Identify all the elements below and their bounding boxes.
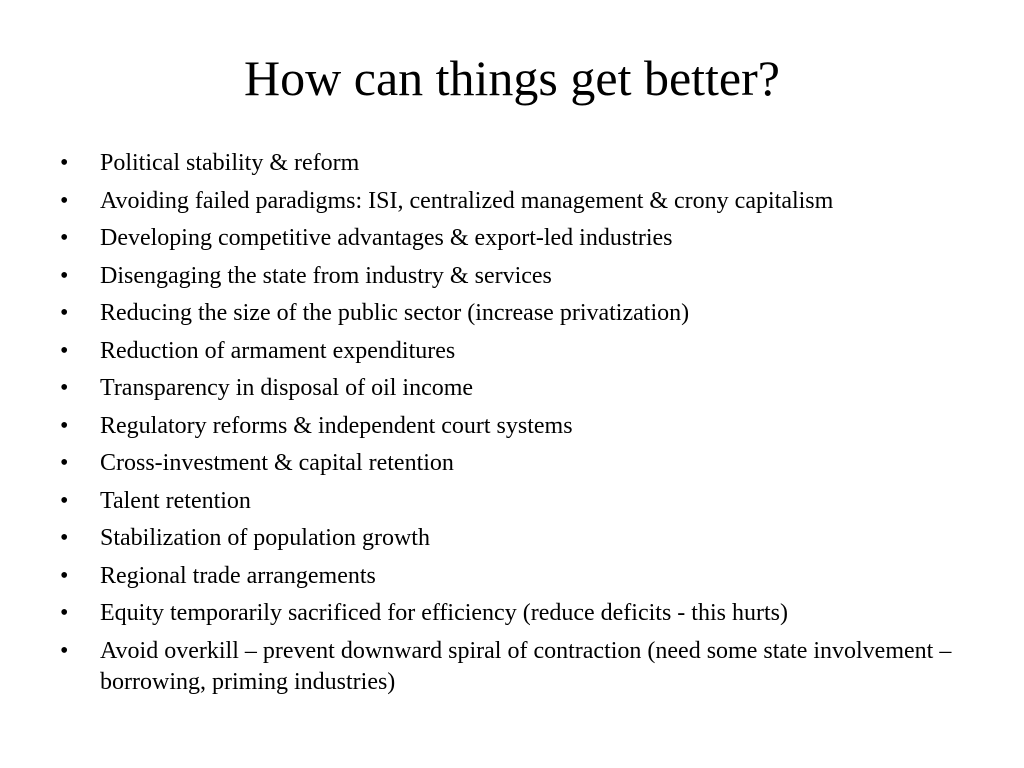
list-item-text: Disengaging the state from industry & services [100,262,552,289]
bullet-icon: • [60,375,69,401]
list-item [60,636,960,698]
list-item-text: Equity temporarily sacrificed for efficiency (reduce deficits - this hurts) [100,600,788,626]
list-item-text: Talent retention [100,487,251,514]
list-item [60,148,960,179]
list-item [60,561,960,592]
bullet-icon: • [60,187,69,214]
list-item-text: Political stability & reform [100,150,360,176]
bullet-icon: • [60,412,69,439]
list-item [60,373,960,404]
list-item [60,523,960,554]
list-item [60,486,960,517]
list-item-text: Developing competitive advantages & export-led industries [100,225,673,251]
list-item [60,336,960,367]
bullet-icon: • [60,337,69,364]
list-item-text: Avoid overkill – prevent downward spiral of contraction (need some state involvement – borrowing, priming industries) [100,637,952,695]
bullet-list [60,148,960,704]
list-item-text: Regional trade arrangements [100,562,376,589]
slide-title: How can things get better? [244,50,780,106]
list-item-text: Reduction of armament expenditures [100,337,456,364]
list-item [60,186,960,217]
bullet-icon: • [60,637,69,664]
bullet-icon: • [60,600,69,626]
bullet-icon: • [60,150,69,176]
list-item [60,223,960,254]
list-item [60,298,960,329]
list-item [60,598,960,629]
bullet-icon: • [60,450,69,476]
list-item-text: Stabilization of population growth [100,525,430,551]
list-item-text: Reducing the size of the public sector (increase privatization) [100,300,690,326]
bullet-icon: • [60,562,69,589]
bullet-icon: • [60,225,69,251]
list-item [60,261,960,292]
list-item-text: Avoiding failed paradigms: ISI, centralized management & crony capitalism [100,187,834,214]
list-item [60,411,960,442]
list-item-text: Cross-investment & capital retention [100,450,454,476]
bullet-icon: • [60,300,69,326]
bullet-icon: • [60,487,69,514]
list-item-text: Regulatory reforms & independent court systems [100,412,573,439]
list-item [60,448,960,479]
list-item-text: Transparency in disposal of oil income [100,375,474,401]
bullet-icon: • [60,262,69,289]
bullet-icon: • [60,525,69,551]
